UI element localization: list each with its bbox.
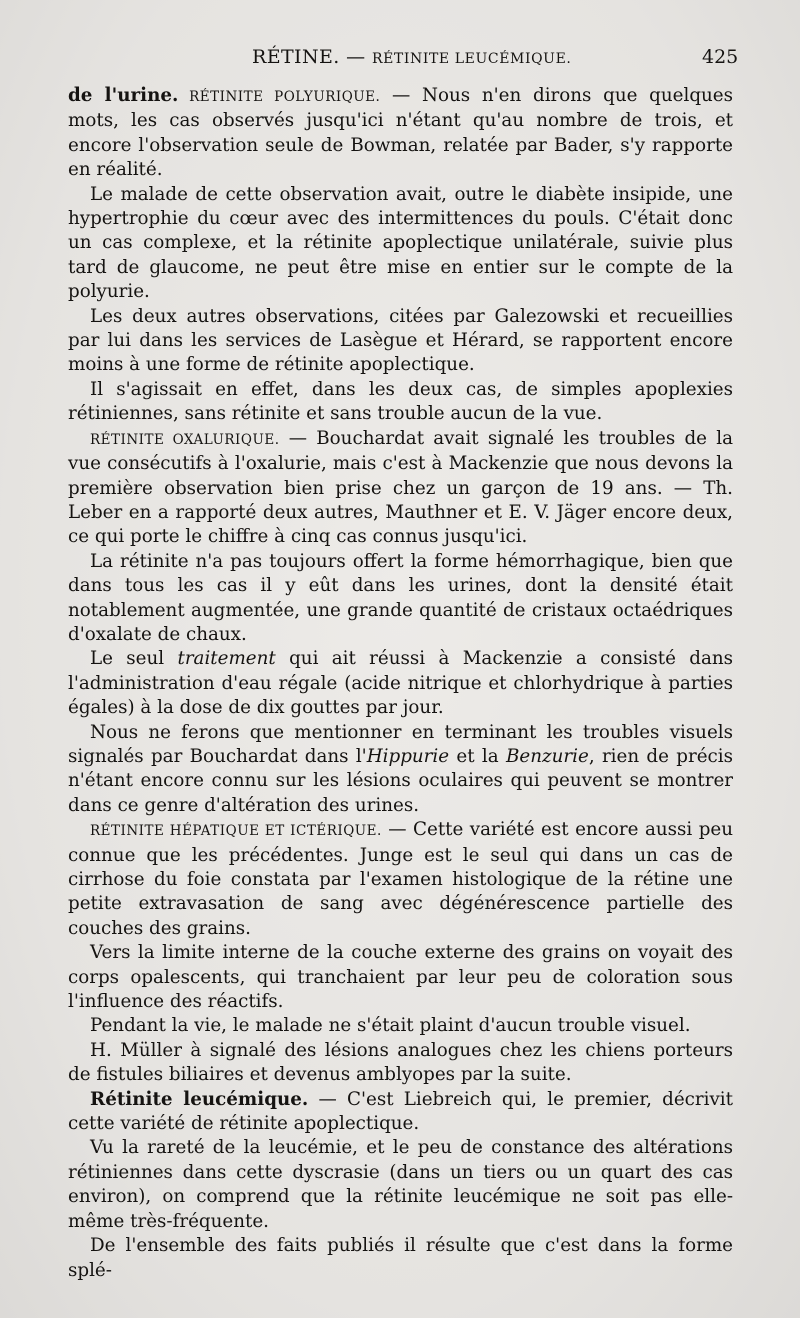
paragraph-traitement: Le seul traitement qui ait réussi à Mackenzie a consisté dans l'administration d'eau régale (acide nitrique et chlorhydrique à parties égales) à la dose de dix gouttes par jour. [68, 648, 733, 719]
paragraph: Vers la limite interne de la couche externe des grains on voyait des corps opalescents, qui tranchaient par leur peu de coloration sous l'influence des réactifs. [68, 942, 733, 1013]
paragraph-polyurique: de l'urine. RÉTINITE POLYURIQUE. — Nous n'en dirons que quelques mots, les cas observés jusqu'ici n'étant qu'au nombre de trois, et encore l'observation seule de Bowman, relatée par Bader, s'y rapporte en réalité. [68, 85, 733, 181]
body-text [68, 84, 733, 1283]
paragraph-oxalurique: RÉTINITE OXALURIQUE. — Bouchardat avait signalé les troubles de la vue consécutifs à l'oxalurie, mais c'est à Mackenzie que nous devons la première observation bien prise chez un garçon de 19 ans. — Th. Leber en a rapporté deux autres, Mauthner et E. V. Jäger encore deux, ce qui porte le chiffre à cinq cas connus jusqu'ici. [68, 427, 733, 548]
paragraph-last: De l'ensemble des faits publiés il résulte que c'est dans la forme splé- [68, 1235, 733, 1281]
running-head-left: RÉTINE. — [252, 46, 372, 68]
paragraph-hippurie: Nous ne ferons que mentionner en terminant les troubles visuels signalés par Bouchardat dans l'Hippurie et la Benzurie, rien de précis n'étant encore connu sur les lésions oculaires qui peuvent se montrer dans ce genre d'altération des urines. [68, 721, 734, 816]
section-heading-leucemique: Rétinite leucémique. [90, 1088, 309, 1110]
section-heading-oxalurique: RÉTINITE OXALURIQUE. [90, 431, 280, 448]
paragraph: Pendant la vie, le malade ne s'était plaint d'aucun trouble visuel. [90, 1015, 691, 1037]
paragraph-leucemique: Rétinite leucémique. — C'est Liebreich qui, le premier, décrivit cette variété de rétinite apoplectique. [68, 1088, 733, 1135]
paragraph: Vu la rareté de la leucémie, et le peu de constance des altérations rétiniennes dans cette dyscrasie (dans un tiers ou un quart des cas environ), on comprend que la rétinite leucémique ne soit pas elle-même très-fréquente. [68, 1137, 733, 1232]
paragraph: Le malade de cette observation avait, outre le diabète insipide, une hypertrophie du cœur avec des intermittences du pouls. C'était donc un cas complexe, et la rétinite apoplectique unilatérale, suivie plus tard de glaucome, ne peut être mise en entier sur le compte de la polyurie. [68, 183, 733, 303]
section-heading-hepatique: RÉTINITE HÉPATIQUE ET ICTÉRIQUE. [90, 823, 382, 840]
paragraph: Il s'agissait en effet, dans les deux cas, de simples apoplexies rétiniennes, sans rétinite et sans trouble aucun de la vue. [68, 378, 733, 425]
italic-benzurie: Benzurie [505, 745, 589, 767]
running-head-right: RÉTINITE LEUCÉMIQUE. [371, 51, 572, 67]
section-heading-polyurique: RÉTINITE POLYURIQUE. [178, 89, 381, 105]
paragraph: Les deux autres observations, citées par Galezowski et recueillies par lui dans les services de Lasègue et Hérard, se rapportent encore moins à une forme de rétinite apoplectique. [68, 305, 733, 376]
page-number: 425 [702, 46, 739, 68]
running-head-title [252, 46, 571, 68]
italic-traitement: traitement [177, 648, 276, 670]
paragraph: H. Müller à signalé des lésions analogues chez les chiens porteurs de fistules biliaires et devenus amblyopes par la suite. [68, 1039, 733, 1086]
running-head [0, 46, 800, 80]
run-in-heading: de l'urine. [68, 85, 179, 106]
paragraph: La rétinite n'a pas toujours offert la forme hémorrhagique, bien que dans tous les cas il y eût dans les urines, dont la densité était notablement augmentée, une grande quantité de cristaux octaédriques d'oxalate de chaux. [68, 550, 733, 645]
paragraph-hepatique: RÉTINITE HÉPATIQUE ET ICTÉRIQUE. — Cette variété est encore aussi peu connue que les précédentes. Junge est le seul qui dans un cas de cirrhose du foie constata par l'examen histologique de la rétine une petite extravasation de sang avec dégénérescence partielle des couches des grains. [68, 819, 733, 939]
italic-hippurie: Hippurie [366, 745, 450, 767]
